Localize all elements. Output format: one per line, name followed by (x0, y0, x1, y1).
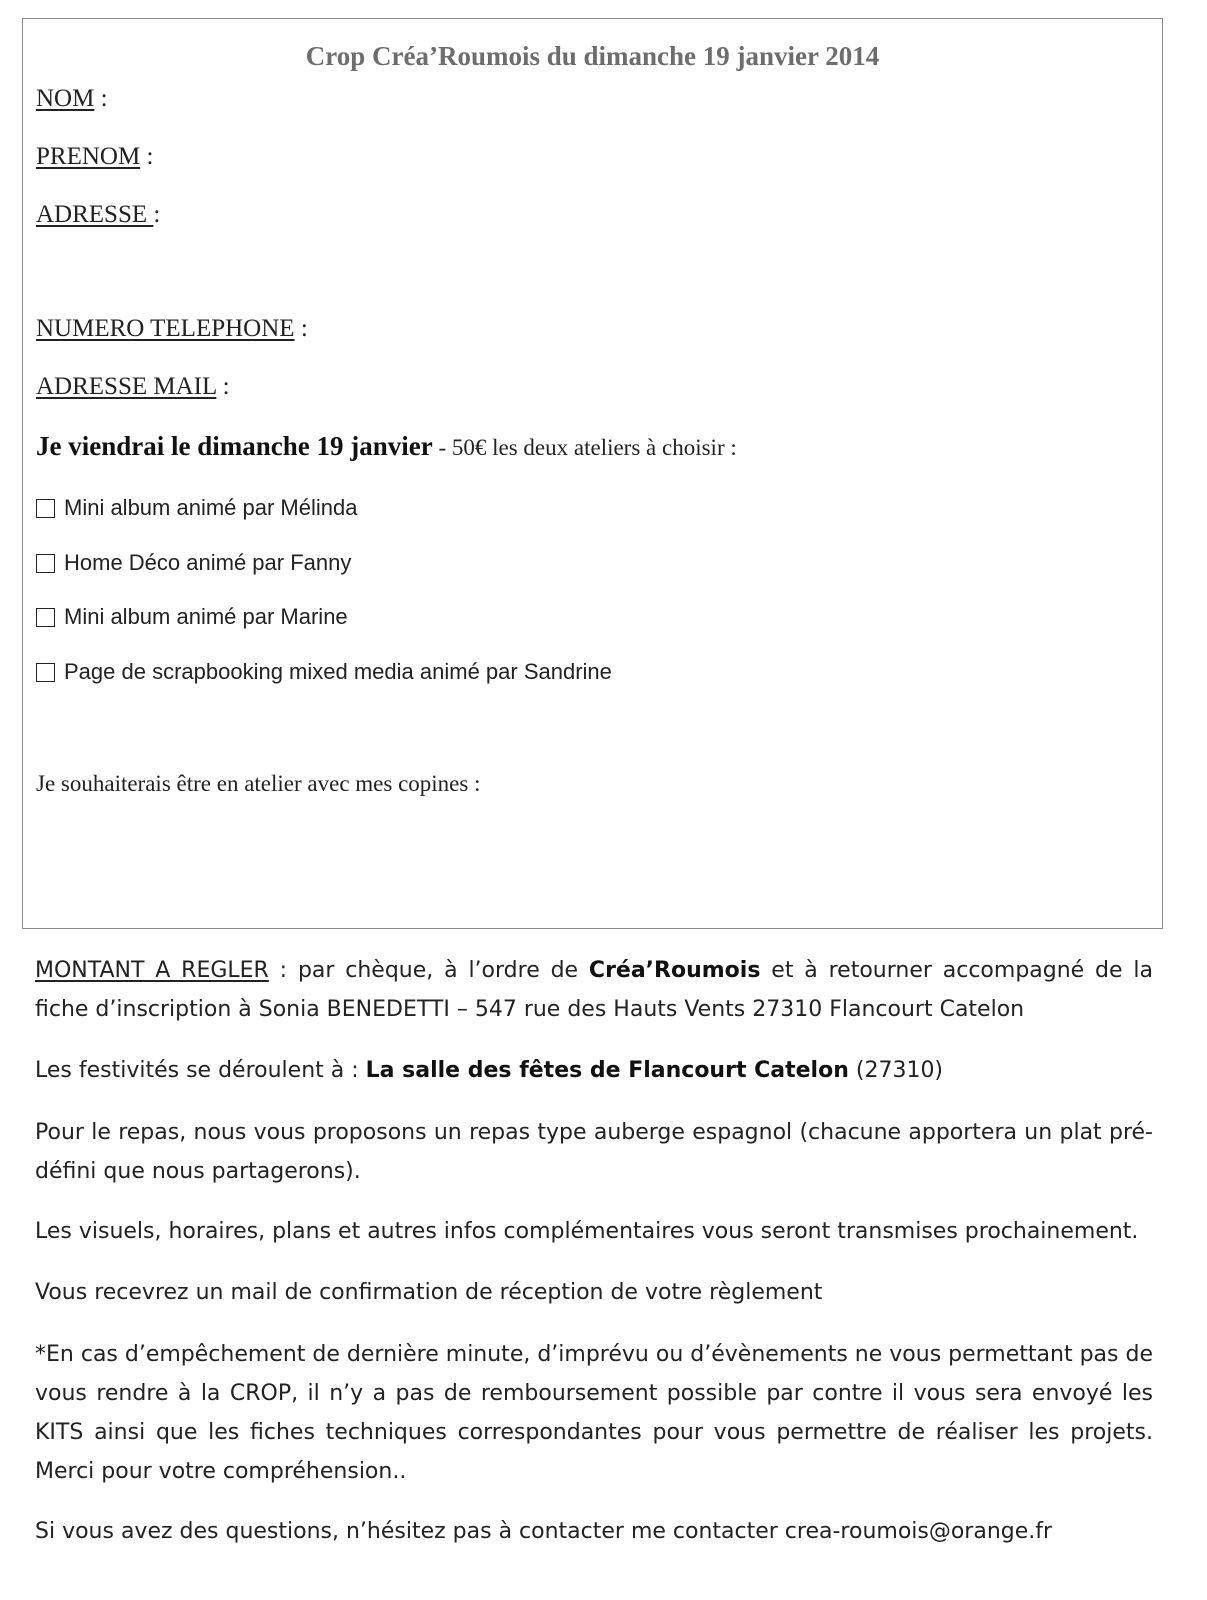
workshop-option[interactable] (36, 659, 612, 685)
form-title: Crop Créa’Roumois du dimanche 19 janvier 2014 (305, 41, 880, 71)
field-adresse-colon: : (153, 201, 161, 228)
checkbox-icon[interactable] (36, 608, 55, 627)
field-prenom[interactable] (36, 143, 153, 171)
field-mail[interactable] (36, 373, 230, 401)
field-adresse-label: ADRESSE (36, 201, 154, 228)
registration-form (22, 18, 1163, 929)
venue-place: La salle des fêtes de Flancourt Catelon (365, 1058, 849, 1083)
workshop-option[interactable] (36, 604, 348, 630)
field-prenom-label: PRENOM (36, 143, 141, 170)
confirmation-info: Vous recevrez un mail de confirmation de réception de votre règlement (35, 1280, 823, 1305)
payment-address: et à retourner accompagné de la fiche d’inscription à Sonia BENEDETTI – 547 rue des Hauts Vents 27310 Flancourt Catelon (35, 958, 1153, 1022)
attendance-price: - 50€ les deux ateliers à choisir : (432, 435, 737, 460)
field-nom-label: NOM (36, 85, 95, 112)
field-nom[interactable] (36, 85, 108, 113)
checkbox-icon[interactable] (36, 554, 55, 573)
field-telephone[interactable] (36, 315, 308, 343)
payment-label: MONTANT A REGLER (35, 958, 269, 983)
visuals-info: Les visuels, horaires, plans et autres infos complémentaires vous seront transmises prochainement. (35, 1219, 1139, 1244)
field-nom-colon: : (94, 85, 108, 112)
venue-text: Les festivités se déroulent à : (35, 1058, 366, 1083)
attendance-date: Je viendrai le dimanche 19 janvier (36, 431, 433, 461)
venue-postcode: (27310) (848, 1058, 944, 1083)
payment-org: Créa’Roumois (588, 958, 761, 983)
workshop-option-label: Mini album animé par Marine (64, 604, 348, 629)
field-telephone-colon: : (294, 315, 308, 342)
attendance-line (36, 431, 737, 462)
friends-request[interactable]: Je souhaiterais être en atelier avec mes copines : (36, 771, 481, 796)
workshop-option-label: Home Déco animé par Fanny (64, 550, 352, 575)
payment-text: : par chèque, à l’ordre de (268, 958, 589, 983)
venue-info (35, 1051, 1153, 1090)
workshop-option-label: Mini album animé par Mélinda (64, 495, 358, 520)
payment-info (35, 951, 1153, 1029)
field-mail-label: ADRESSE MAIL (36, 373, 217, 400)
meal-info: Pour le repas, nous vous proposons un repas type auberge espagnol (chacune apportera un plat pré-défini que nous partagerons). (35, 1120, 1153, 1184)
contact-info: Si vous avez des questions, n’hésitez pas à contacter me contacter crea-roumois@orange.fr (35, 1519, 1053, 1544)
field-prenom-colon: : (140, 143, 154, 170)
workshop-option-label: Page de scrapbooking mixed media animé par Sandrine (64, 659, 612, 684)
field-telephone-label: NUMERO TELEPHONE (36, 315, 295, 342)
cancellation-info: *En cas d’empêchement de dernière minute, d’imprévu ou d’évènements ne vous permettant pas de vous rendre à la CROP, il n’y a pas de remboursement possible par contre il vous sera envoyé les KITS ainsi que les fiches techniques correspondantes pour vous permettre de réaliser les projets. Merci pour votre compréhension.. (35, 1342, 1153, 1484)
field-mail-colon: : (216, 373, 230, 400)
workshop-option[interactable] (36, 495, 357, 521)
field-adresse[interactable] (36, 201, 160, 229)
checkbox-icon[interactable] (36, 499, 55, 518)
workshop-option[interactable] (36, 550, 351, 576)
checkbox-icon[interactable] (36, 663, 55, 682)
